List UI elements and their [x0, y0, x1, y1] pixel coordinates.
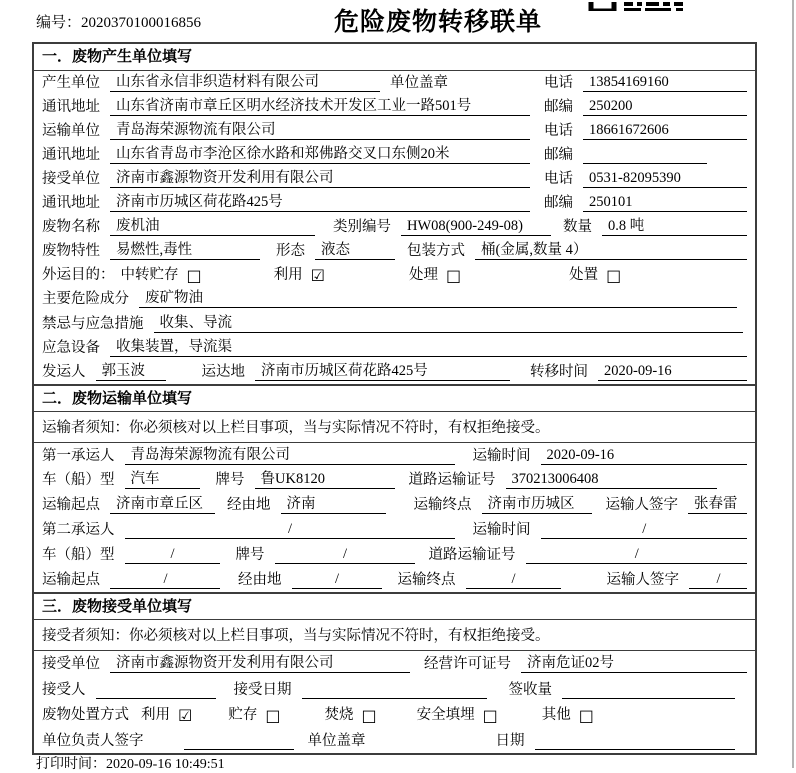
waste-name-row: [34, 215, 755, 239]
disposal-utilize-label: 利用: [141, 707, 170, 723]
producer-zip-value: 250200: [583, 98, 747, 116]
route-origin2-value: /: [110, 571, 220, 589]
transporter-row: [34, 119, 755, 143]
checkbox-unchecked-icon: □: [265, 706, 281, 725]
receiver-address-row: [34, 191, 755, 215]
transfer-manifest-form: [32, 42, 757, 755]
date-value: [535, 732, 736, 750]
qr-code-cutoff-icon: [588, 0, 688, 11]
transporter-phone-value: 18661672606: [583, 122, 747, 140]
route-via-label: 经由地: [227, 497, 271, 514]
route-end2-label: 运输终点: [397, 571, 456, 588]
unit-stamp2-label: 单位盖章: [307, 732, 366, 749]
disposal-other-label: 其他: [541, 707, 571, 723]
transfer-date-label: 转移时间: [530, 363, 588, 380]
transporter-label: 运输单位: [42, 122, 100, 139]
carrier-sign-label: 运输人签字: [605, 497, 678, 514]
vehicle-type-label: 车（船）型: [42, 472, 115, 489]
acceptor-row: [34, 676, 755, 702]
purpose-dispose-label: 处置: [569, 267, 599, 284]
transport-date-label: 运输时间: [472, 447, 531, 464]
road-permit2-value: /: [526, 546, 748, 564]
checkbox-unchecked-icon: □: [606, 266, 622, 286]
purpose-utilize: [274, 263, 325, 284]
first-carrier-value: 青岛海荣源物流有限公司: [125, 443, 455, 465]
disposal-method-row: [34, 702, 755, 728]
receiver-row: [34, 167, 755, 191]
route-row-1: [34, 492, 755, 517]
receiver-phone-value: 0531-82095390: [583, 170, 747, 188]
waste-qty-label: 数量: [563, 219, 592, 236]
plate-label: 牌号: [215, 472, 245, 489]
road-permit2-label: 道路运输证号: [428, 546, 516, 563]
outbound-purpose-label: 外运目的：: [42, 267, 115, 284]
route-row-2: [34, 567, 755, 592]
serial-number: [36, 11, 201, 32]
receiver-phone-label: 电话: [544, 170, 573, 187]
producer-label: 产生单位: [42, 74, 100, 91]
plate2-value: /: [275, 546, 415, 564]
waste-property-row: [34, 239, 755, 263]
print-time: [36, 753, 225, 773]
route-end2-value: /: [466, 571, 561, 589]
checkbox-checked-icon: ☑: [310, 266, 325, 286]
emergency-equipment-value: 收集装置，导流渠: [110, 335, 747, 357]
acceptor-value: [96, 681, 216, 699]
producer-zip-label: 邮编: [544, 98, 573, 115]
date-label: 日期: [495, 732, 525, 749]
hazard-component-row: [34, 287, 755, 311]
receiver-value: 济南市鑫源物资开发利用有限公司: [110, 166, 530, 188]
transporter-zip-value: [583, 146, 707, 164]
route-origin-label: 运输起点: [42, 497, 100, 514]
carrier-sign2-value: /: [689, 571, 747, 589]
waste-qty-value: 0.8 吨: [602, 214, 747, 236]
packing-value: 桶(金属,数量 4）: [475, 238, 747, 260]
producer-row: [34, 71, 755, 95]
responsible-sign-row: [34, 727, 755, 753]
received-qty-label: 签收量: [508, 681, 552, 698]
producer-phone-label: 电话: [544, 74, 573, 91]
hazard-component-label: 主要危险成分: [42, 291, 129, 308]
hazard-component-value: 废矿物油: [139, 286, 737, 308]
waste-property-value: 易燃性,毒性: [110, 238, 260, 260]
transporter-phone-label: 电话: [544, 122, 573, 139]
serial-label: 编号：: [36, 15, 82, 31]
purpose-utilize-label: 利用: [273, 267, 303, 284]
disposal-incinerate-label: 焚烧: [324, 707, 354, 723]
received-qty-value: [562, 681, 735, 699]
page-title: 危险废物转移联单: [333, 8, 543, 36]
disposal-landfill: [417, 703, 498, 724]
disposal-storage: [228, 703, 280, 724]
transfer-date-value: 2020-09-16: [598, 363, 747, 381]
section2-heading: 二．废物运输单位填写: [34, 384, 755, 413]
road-permit-value: 370213006408: [506, 471, 718, 489]
waste-form-value: 液态: [315, 238, 395, 260]
transport-date-value: 2020-09-16: [541, 447, 748, 465]
transport-date2-label: 运输时间: [472, 521, 531, 538]
shipper-label: 发运人: [42, 363, 86, 380]
disposal-method-label: 废物处置方式: [42, 707, 129, 723]
disposal-storage-label: 贮存: [228, 707, 258, 723]
transporter-value: 青岛海荣源物流有限公司: [110, 118, 530, 140]
second-carrier-label: 第二承运人: [42, 521, 115, 538]
print-time-label: 打印时间：: [36, 757, 106, 772]
checkbox-unchecked-icon: □: [361, 706, 377, 725]
first-carrier-row: [34, 443, 755, 468]
vehicle-row-1: [34, 468, 755, 493]
shipper-value: 郭玉波: [96, 359, 166, 381]
shipper-row: [34, 360, 755, 384]
checkbox-checked-icon: ☑: [178, 706, 193, 725]
second-carrier-value: /: [125, 521, 455, 539]
transporter-notice: 运输者须知：你必须核对以上栏目事项，当与实际情况不符时，有权拒绝接受。: [34, 412, 755, 443]
route-via2-label: 经由地: [238, 571, 282, 588]
waste-property-label: 废物特性: [42, 243, 100, 260]
license-label: 经营许可证号: [424, 656, 511, 672]
receiver-zip-value: 250101: [583, 194, 747, 212]
transporter-zip-label: 邮编: [544, 146, 573, 163]
purpose-treat: [409, 263, 461, 284]
destination-value: 济南市历城区荷花路425号: [255, 359, 510, 381]
producer-value: 山东省永信非织造材料有限公司: [110, 70, 380, 92]
second-carrier-row: [34, 517, 755, 542]
route-origin-value: 济南市章丘区: [110, 492, 215, 514]
purpose-transfer-storage-label: 中转贮存: [120, 267, 179, 284]
accept-date-value: [302, 681, 487, 699]
waste-code-value: HW08(900-249-08): [401, 218, 551, 236]
print-time-value: 2020-09-16 10:49:51: [106, 757, 225, 772]
vehicle-type-value: 汽车: [125, 467, 200, 489]
disposal-other: [542, 703, 594, 724]
receiver-zip-label: 邮编: [544, 195, 573, 212]
emergency-measure-row: [34, 311, 755, 335]
plate2-label: 牌号: [235, 546, 265, 563]
purpose-dispose: [569, 263, 621, 284]
purpose-treat-label: 处理: [408, 267, 438, 284]
vehicle-row-2: [34, 542, 755, 567]
emergency-equipment-label: 应急设备: [42, 339, 100, 356]
disposal-landfill-label: 安全填埋: [416, 707, 475, 723]
route-origin2-label: 运输起点: [42, 571, 100, 588]
waste-code-label: 类别编号: [333, 219, 391, 236]
carrier-sign-value: 张春雷: [688, 492, 747, 514]
page-right-edge: [792, 0, 794, 768]
transport-date2-value: /: [541, 521, 748, 539]
producer-address-value: 山东省济南市章丘区明水经济技术开发区工业一路501号: [110, 94, 530, 116]
waste-form-label: 形态: [276, 243, 305, 260]
destination-label: 运达地: [201, 363, 245, 380]
responsible-sign-value: [184, 732, 294, 750]
plate-value: 鲁UK8120: [255, 467, 395, 489]
first-carrier-label: 第一承运人: [42, 447, 115, 464]
vehicle-type2-value: /: [125, 546, 220, 564]
receiver-label: 接受单位: [42, 170, 100, 187]
responsible-sign-label: 单位负责人签字: [42, 732, 144, 749]
checkbox-unchecked-icon: □: [482, 706, 498, 725]
outbound-purpose-row: [34, 263, 755, 287]
disposal-utilize: [141, 703, 192, 724]
accept-date-label: 接受日期: [233, 681, 292, 698]
purpose-transfer-storage: [121, 263, 202, 284]
waste-name-value: 废机油: [110, 214, 315, 236]
packing-label: 包装方式: [407, 243, 465, 260]
disposal-incinerate: [324, 703, 376, 724]
vehicle-type2-label: 车（船）型: [42, 546, 115, 563]
emergency-equipment-row: [34, 336, 755, 360]
section1-heading: 一．废物产生单位填写: [34, 44, 755, 71]
accept-unit-label: 接受单位: [42, 656, 100, 672]
emergency-measure-value: 收集、导流: [154, 311, 744, 333]
transporter-address-row: [34, 143, 755, 167]
producer-address-row: [34, 95, 755, 119]
route-via-value: 济南: [281, 492, 386, 514]
receiver-address-value: 济南市历城区荷花路425号: [110, 190, 530, 212]
producer-phone-value: 13854169160: [583, 74, 747, 92]
route-end-value: 济南市历城区: [482, 492, 592, 514]
emergency-measure-label: 禁忌与应急措施: [42, 315, 144, 332]
serial-value: 2020370100016856: [81, 15, 202, 31]
transporter-address-label: 通讯地址: [42, 146, 100, 163]
section3-heading: 三．废物接受单位填写: [34, 592, 755, 621]
acceptor-label: 接受人: [42, 681, 86, 698]
carrier-sign2-label: 运输人签字: [606, 571, 679, 588]
accept-unit-row: [34, 651, 755, 677]
route-end-label: 运输终点: [413, 497, 472, 514]
checkbox-unchecked-icon: □: [186, 266, 202, 286]
producer-address-label: 通讯地址: [42, 98, 100, 115]
license-value: 济南危证02号: [521, 651, 747, 673]
road-permit-label: 道路运输证号: [408, 472, 496, 489]
receiver-notice: 接受者须知：你必须核对以上栏目事项，当与实际情况不符时，有权拒绝接受。: [34, 620, 755, 651]
transporter-address-value: 山东省青岛市李沧区徐水路和郑佛路交叉口东侧20米: [110, 142, 530, 164]
waste-name-label: 废物名称: [42, 219, 100, 236]
route-via2-value: /: [292, 571, 382, 589]
checkbox-unchecked-icon: □: [578, 706, 594, 725]
unit-stamp-label: 单位盖章: [390, 74, 448, 91]
receiver-address-label: 通讯地址: [42, 195, 100, 212]
accept-unit-value: 济南市鑫源物资开发利用有限公司: [110, 651, 410, 673]
checkbox-unchecked-icon: □: [445, 266, 462, 286]
